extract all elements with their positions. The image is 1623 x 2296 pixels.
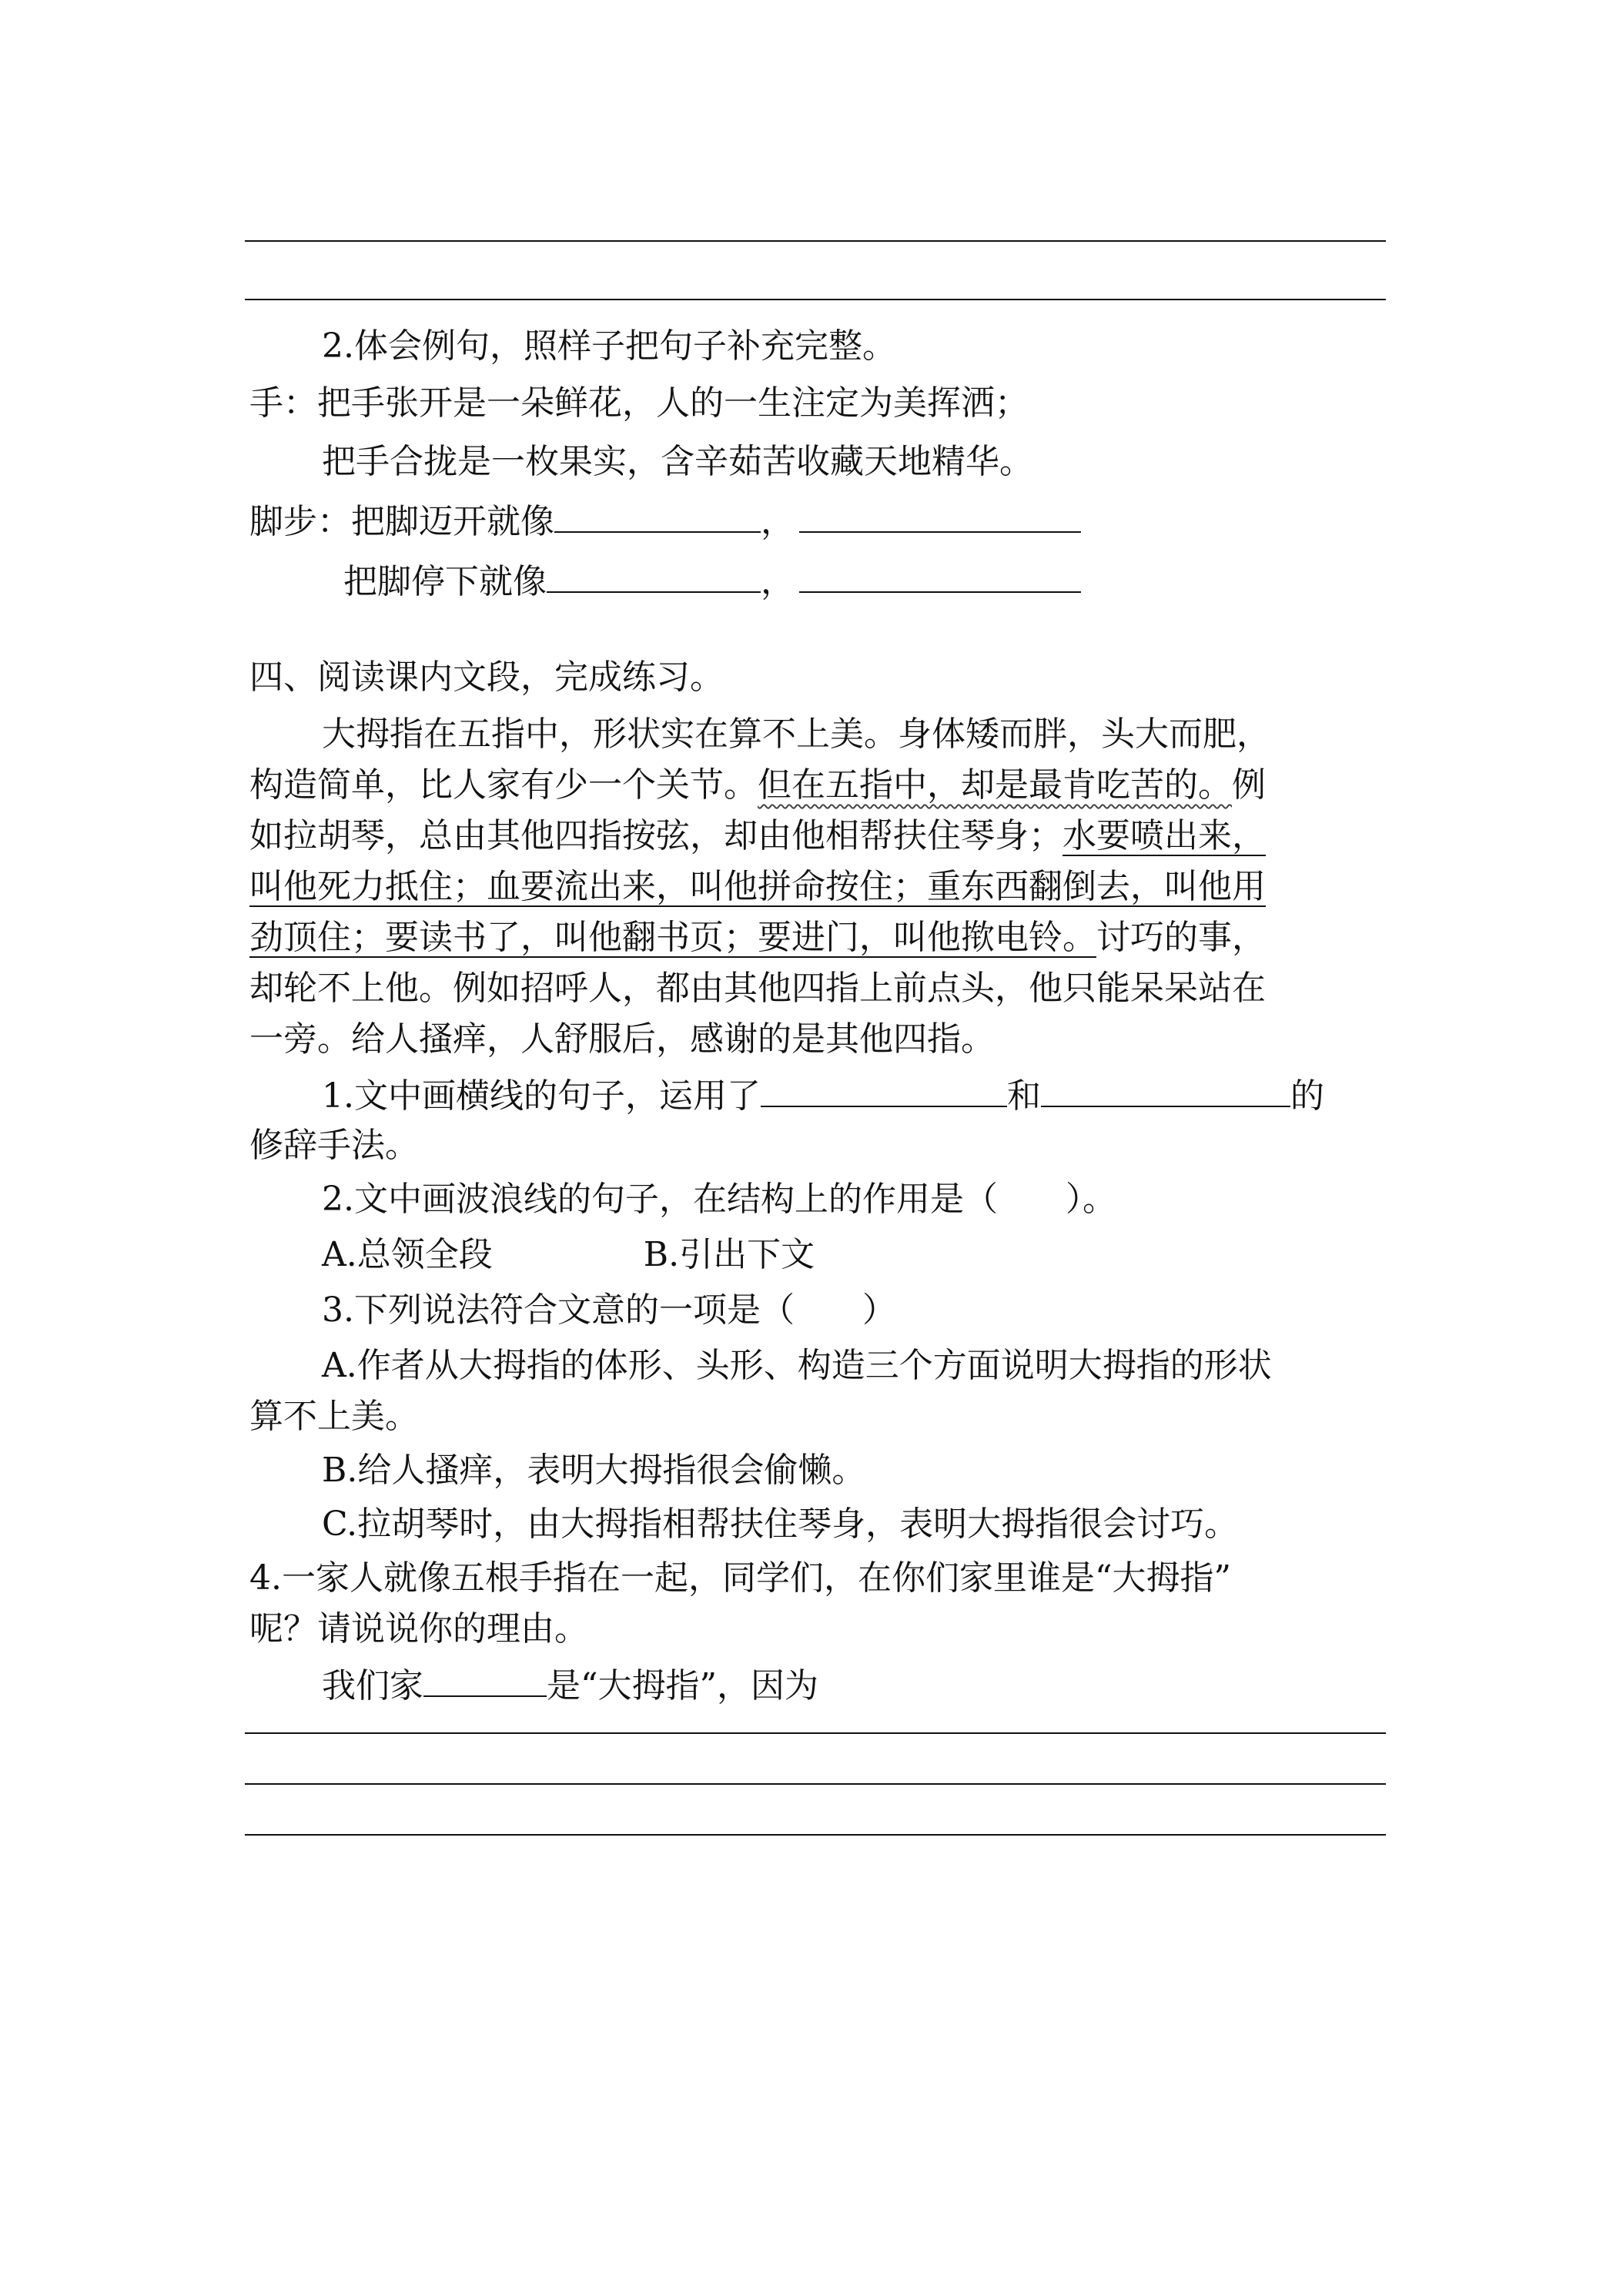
- wavy-underlined-sentence: 但在五指中，却是最肯吃苦的。: [758, 765, 1232, 805]
- passage-line-2: [249, 762, 1266, 808]
- answer-line[interactable]: [245, 240, 1386, 242]
- option-b[interactable]: B.给人搔痒，表明大拇指很会偷懒。: [322, 1451, 866, 1490]
- foot-line-2: [343, 557, 1081, 605]
- answer-line[interactable]: [245, 1732, 1386, 1734]
- passage-text: 例: [1232, 765, 1266, 805]
- foot-blank-1b[interactable]: [799, 497, 1081, 533]
- passage-text: 讨巧的事，: [1096, 918, 1266, 957]
- question-4-line-2: 呢？请说说你的理由。: [249, 1609, 588, 1648]
- answer-line[interactable]: [245, 1783, 1386, 1785]
- rhetoric-blank-2[interactable]: [1041, 1072, 1290, 1107]
- question-1-de: 的: [1290, 1076, 1324, 1116]
- question-1-cont: 修辞手法。: [249, 1126, 419, 1165]
- rhetoric-blank-1[interactable]: [761, 1072, 1007, 1107]
- passage-line-6: 却轮不上他。例如招呼人，都由其他四指上前点头，他只能呆呆站在: [249, 969, 1266, 1008]
- passage-line-4: [249, 864, 1266, 910]
- underlined-sentence: 叫他死力抵住；血要流出来，叫他拼命按住；重东西翻倒去，叫他用: [249, 867, 1266, 906]
- foot-prompt-1: 把脚迈开就像: [351, 502, 554, 541]
- comma: ，: [761, 502, 795, 541]
- underlined-sentence: 水要喷出来，: [1062, 816, 1266, 855]
- underlined-sentence: 劲顶住；要读书了，叫他翻书页；要进门，叫他揿电铃。: [249, 918, 1096, 957]
- foot-blank-2b[interactable]: [799, 557, 1081, 593]
- passage-line-7: 一旁。给人搔痒，人舒服后，感谢的是其他四指。: [249, 1019, 995, 1059]
- question-4-line-1: 4.一家人就像五根手指在一起，同学们，在你们家里谁是“大拇指”: [249, 1558, 1231, 1598]
- answer-line[interactable]: [245, 299, 1386, 300]
- hand-sentence-2: 把手合拢是一枚果实，含辛茹苦收藏天地精华。: [322, 442, 1033, 481]
- question-2-options: [322, 1232, 815, 1278]
- passage-line-3: [249, 813, 1266, 859]
- passage-text: 构造简单，比人家有少一个关节。: [249, 765, 758, 805]
- hand-sentence-1: 把手张开是一朵鲜花，人的一生注定为美挥洒；: [317, 383, 1029, 423]
- question-1-text: 1.文中画横线的句子，运用了: [322, 1076, 761, 1116]
- answer-suffix: 是“大拇指”，因为: [547, 1666, 818, 1705]
- foot-line-1: [249, 497, 1081, 545]
- section-4-heading: 四、阅读课内文段，完成练习。: [249, 658, 724, 697]
- question-2-title: 2.体会例句，照样子把句子补充完整。: [322, 326, 896, 366]
- foot-prompt-2: 把脚停下就像: [343, 562, 547, 601]
- question-3: 3.下列说法符合文意的一项是（ ）: [322, 1290, 896, 1330]
- question-1: [322, 1072, 1324, 1120]
- question-1-and: 和: [1006, 1076, 1041, 1116]
- answer-prefix: 我们家: [322, 1666, 423, 1705]
- foot-blank-2a[interactable]: [547, 557, 761, 593]
- passage-line-1: 大拇指在五指中，形状实在算不上美。身体矮而胖，头大而肥，: [322, 715, 1270, 754]
- passage-line-5: [249, 915, 1266, 961]
- family-member-blank[interactable]: [423, 1662, 547, 1697]
- option-a-line-1[interactable]: A.作者从大拇指的体形、头形、构造三个方面说明大拇指的形状: [322, 1346, 1272, 1385]
- foot-blank-1a[interactable]: [554, 497, 761, 533]
- passage-text: 如拉胡琴，总由其他四指按弦，却由他相帮扶住琴身；: [249, 816, 1062, 855]
- question-4-answer: [322, 1662, 818, 1709]
- question-2: 2.文中画波浪线的句子，在结构上的作用是（ ）。: [322, 1180, 1116, 1219]
- option-a[interactable]: A.总领全段: [322, 1235, 493, 1274]
- comma: ，: [761, 562, 795, 601]
- hand-example-line-1: [249, 380, 1029, 427]
- foot-label: 脚步：: [249, 502, 351, 541]
- option-c[interactable]: C.拉胡琴时，由大拇指相帮扶住琴身，表明大拇指很会讨巧。: [322, 1504, 1239, 1544]
- hand-label: 手：: [249, 383, 317, 423]
- option-b[interactable]: B.引出下文: [643, 1235, 815, 1274]
- option-a-line-2[interactable]: 算不上美。: [249, 1397, 419, 1436]
- answer-line[interactable]: [245, 1834, 1386, 1836]
